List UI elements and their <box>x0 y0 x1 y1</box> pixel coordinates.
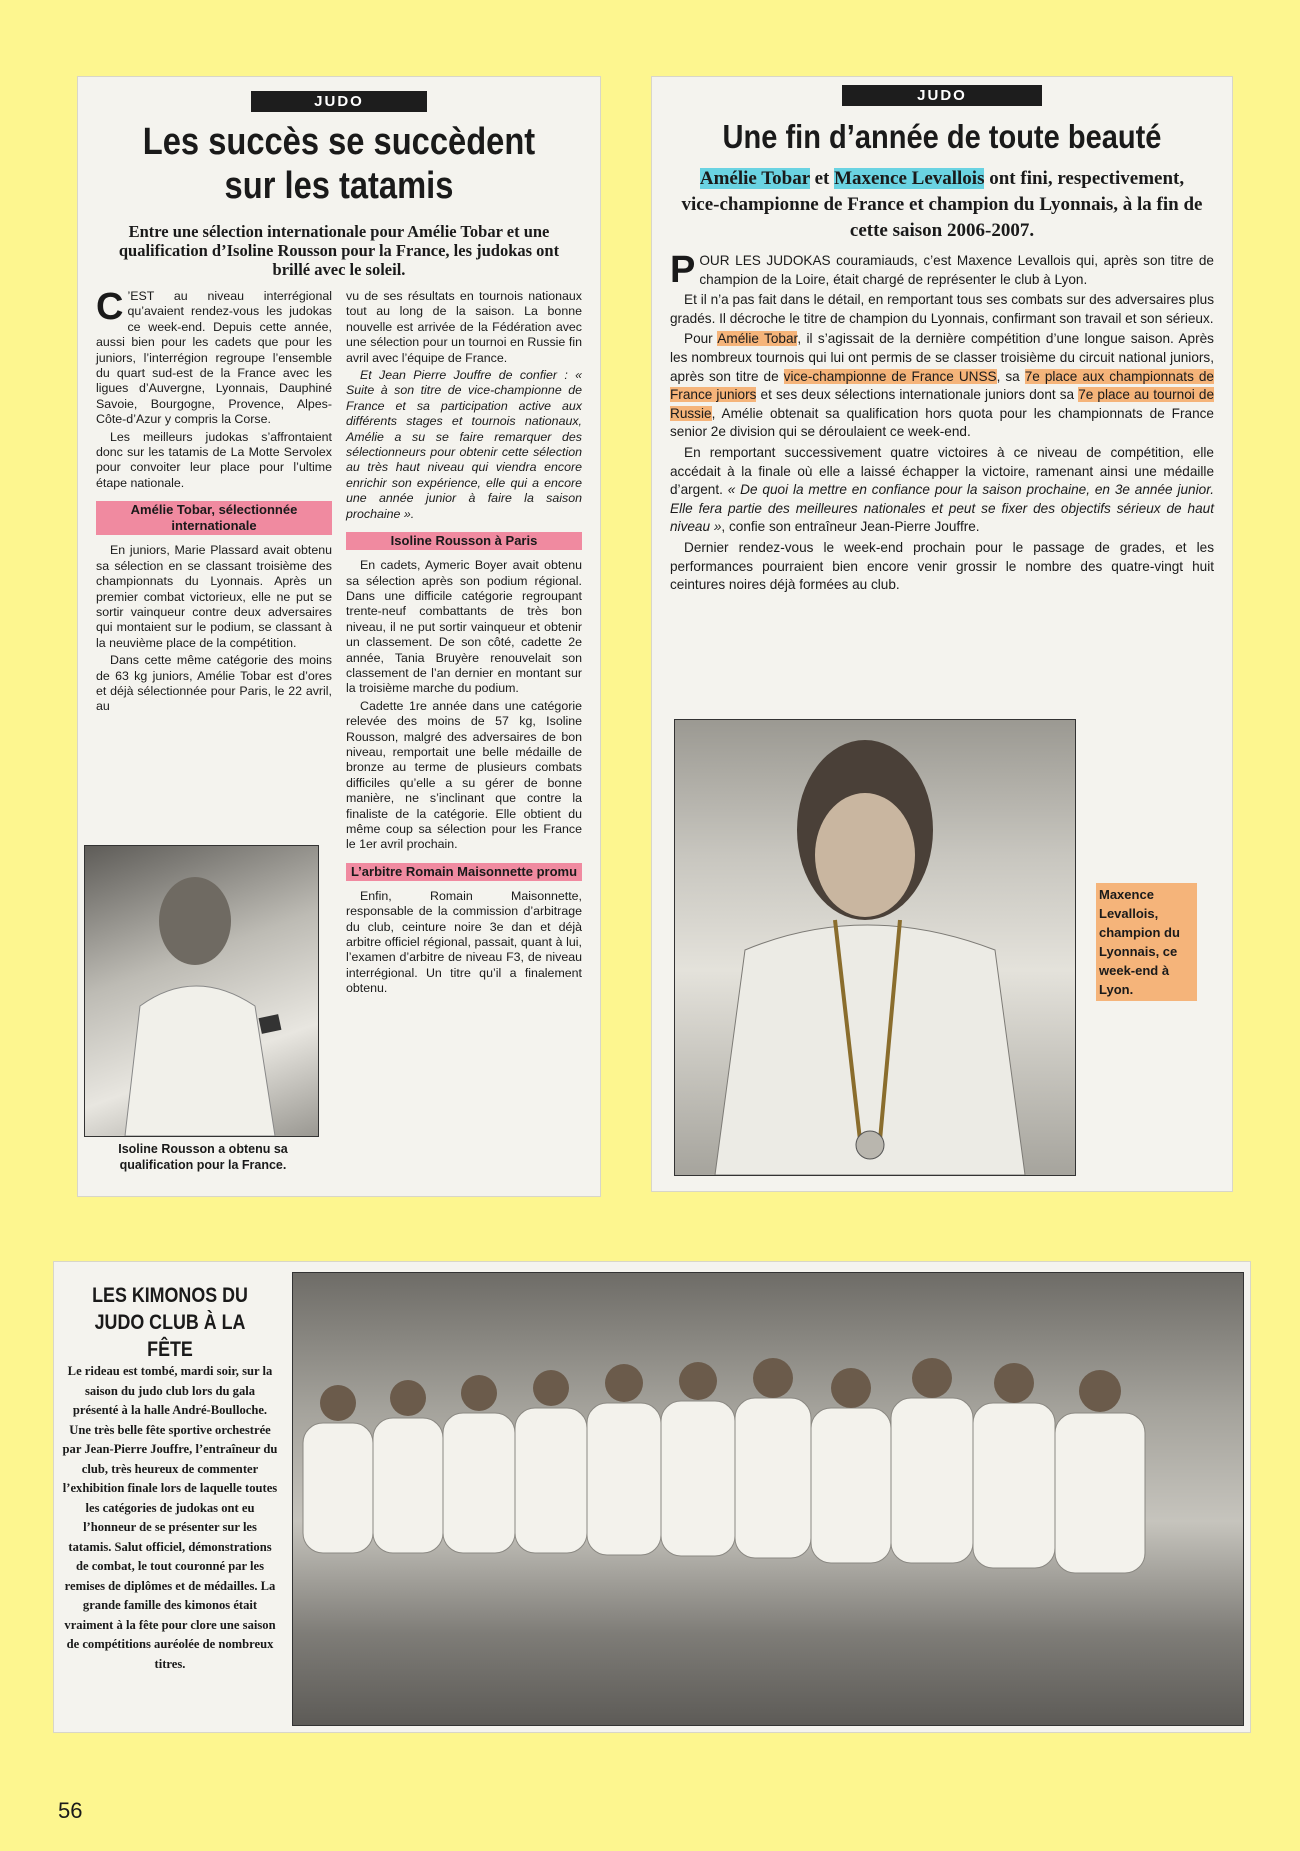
drop-cap: P <box>670 249 696 291</box>
highlight: Amélie Tobar <box>717 331 798 347</box>
text: , confie son entraîneur Jean-Pierre Jouffre. <box>721 519 980 535</box>
article-title: Une fin d’année de toute beauté <box>722 118 1162 155</box>
paragraph: Les meilleurs judokas s’affrontaient donc sur les tatamis de La Motte Servolex pour convoiter leur place pour l’ultime étape nationale. <box>96 429 332 490</box>
text: En remportant successivement quatre victoires à ce niveau de compétition, elle accédait à la finale où elle a laissé échapper la victoire, ramenant ainsi une médaille d’argent. <box>670 444 1214 498</box>
photo-caption: Maxence Levallois, champion du Lyonnais, ce week-end à Lyon. <box>1096 883 1197 1001</box>
highlight-name: Maxence Levallois <box>834 168 985 189</box>
paragraph: Dans cette même catégorie des moins de 63 kg juniors, Amélie Tobar est d’ores et déjà sélectionnée pour Paris, le 22 avril, au <box>96 653 332 714</box>
highlight: 7e place au tournoi de Russie <box>670 387 1215 421</box>
boy-silhouette <box>675 720 1075 1175</box>
group-photo <box>292 1272 1244 1726</box>
quote: « De quoi la mettre en confiance pour la saison prochaine, en 3e année junior. Elle fera partie des meilleures nationales et peut se fixer des objectifs sérieux de haut niveau » <box>670 482 1214 535</box>
text: , il s’agissait de la dernière compétition d’une longue saison. Après les nombreux tournois qui lui ont permis de se classer troisième du circuit national juniors, après son titre de <box>670 331 1214 384</box>
section-tag: JUDO <box>842 85 1042 106</box>
paragraph: Enfin, Romain Maisonnette, responsable de la commission d’arbitrage du club, ceinture noire 3e dan et déjà arbitre officiel régional, passait, quant à lui, l’examen d’arbitre de niveau F3, de niveau interrégional. Un titre qu’il a finalement obtenu. <box>346 888 582 996</box>
judokas-group <box>293 1273 1243 1725</box>
lede-text: ont fini, respectivement, vice-championne de France et champion du Lyonnais, à la fin de cette saison 2006-2007. <box>681 168 1203 241</box>
paragraph: Et il n’a pas fait dans le détail, en remportant tous ses combats sur des adversaires plus gradés. Il décroche le titre de champion du Lyonnais, confirmant son travail et son sérieux. <box>670 292 1214 326</box>
column-2 <box>346 289 582 1159</box>
text: et ses deux sélections internationale juniors dont sa <box>756 387 1079 403</box>
title-line-1: Les succès se succèdent <box>142 121 536 163</box>
left-article <box>78 77 600 1196</box>
article-lede: Entre une sélection internationale pour Amélie Tobar et une qualification d’Isoline Rousson pour la France, les judokas ont brillé avec le soleil. <box>118 222 560 279</box>
paragraph: En cadets, Aymeric Boyer avait obtenu sa sélection après son podium régional. Dans une difficile catégorie regroupant trente-neuf combattants de très bon niveau, il ne put sortir vainqueur et obtenir un classement. De son côté, cadette 2e année, Tania Bruyère renouvelait son classement de l’an dernier en montant sur la troisième marche du podium. <box>346 558 582 696</box>
subheading: Amélie Tobar, sélectionnée internationale <box>96 501 332 535</box>
text: , Amélie obtenait sa qualification hors quota pour les championnats de France senior 2e division qui se déroulaient ce week-end. <box>670 405 1214 440</box>
lede-text: et <box>809 168 835 189</box>
subheading: L’arbitre Romain Maisonnette promu <box>346 863 582 881</box>
paragraph <box>670 249 1214 291</box>
paragraph <box>670 444 1214 537</box>
paragraph <box>670 330 1214 442</box>
highlight: vice-championne de France UNSS <box>783 368 997 384</box>
paragraph: Dernier rendez-vous le week-end prochain pour le passage de grades, et les performances pourraient bien encore venir grossir le nombre des quatre-vingt huit ceintures noires déjà formées au club. <box>670 539 1214 593</box>
drop-cap: C <box>96 286 124 328</box>
article-body <box>670 249 1215 595</box>
bottom-body: Le rideau est tombé, mardi soir, sur la saison du judo club lors du gala présenté à la halle André-Boulloche. Une très belle fête sportive orchestrée par Jean-Pierre Jouffre, l’entraîneur du club, très heureux de commenter l’exhibition finale lors de laquelle toutes les catégories de judokas ont eu l’honneur de se présenter sur les tatamis. Salut officiel, démonstrations de combat, le tout couronné par les remises de diplômes et de médailles. La grande famille des kimonos était vraiment à la fête pour clore une saison de compétitions auréolée de nombreux titres. <box>62 1364 278 1671</box>
text: , sa <box>996 368 1025 384</box>
section-tag: JUDO <box>251 91 427 112</box>
judoka-silhouette <box>85 846 318 1136</box>
right-article <box>652 77 1232 1191</box>
text: Pour <box>684 331 718 347</box>
highlight-name: Amélie Tobar <box>699 168 810 189</box>
paragraph: En juniors, Marie Plassard avait obtenu sa sélection en se classant troisième des championnats du Lyonnais. Après un premier combat victorieux, elle ne put se sortir vainqueur contre deux adversaires qui montaient sur le podium, se classant à la neuvième place de la compétition. <box>96 543 332 650</box>
highlight: 7e place aux championnats de France juniors <box>670 368 1214 403</box>
paragraph: Cadette 1re année dans une catégorie relevée des moins de 57 kg, Isoline Rousson, malgré des adversaires de bon niveau, remportait une belle médaille de bronze au terme de plusieurs combats difficiles qu’elle a su gérer de bonne manière, ne s’inclinant que contre la finaliste de la catégorie. Elle obtient du même coup sa sélection pour les France le 1er avril prochain. <box>346 698 582 852</box>
paragraph-text: ’EST au niveau interrégional qu’avaient rendez-vous les judokas ce week-end. Depuis cette année, aussi bien pour les cadets que pour les juniors, l’interrégion regroupe l’ensemble du quart sud-est de la France avec les ligues d’Auvergne, Lyonnais, Dauphiné Savoie, Bourgogne, Provence, Alpes-Côte-d’Azur y compris la Corse. <box>96 289 332 427</box>
article-lede <box>680 166 1204 244</box>
subheading: Isoline Rousson à Paris <box>346 532 582 550</box>
bottom-title: LES KIMONOS DU JUDO CLUB À LA FÊTE <box>92 1284 248 1361</box>
article-title <box>130 120 548 208</box>
photo-caption: Isoline Rousson a obtenu sa qualification pour la France. <box>118 1142 288 1172</box>
paragraph-text: OUR LES JUDOKAS couramiauds, c’est Maxence Levallois qui, après son titre de champion de la Loire, était chargé de représenter le club à Lyon. <box>699 253 1214 287</box>
bottom-article <box>54 1262 1250 1732</box>
page-number: 56 <box>58 1798 83 1823</box>
judoka-photo <box>84 845 319 1137</box>
paragraph <box>96 286 332 428</box>
paragraph: vu de ses résultats en tournois nationaux tout au long de la saison. La bonne nouvelle est arrivée de la Fédération avec une sélection pour un tournoi en Russie fin avril avec l’équipe de France. <box>346 289 582 365</box>
paragraph: Et Jean Pierre Jouffre de confier : « Suite à son titre de vice-championne de France et sa participation active aux différents stages et tournois nationaux, Amélie a su se faire remarquer des sélectionneurs pour obtenir cette sélection au très haut niveau qui viendra encore enrichir son expérience, elle qui a encore une année junior à faire la saison prochaine ». <box>346 368 582 521</box>
maxence-photo <box>674 719 1076 1176</box>
title-line-2: sur les tatamis <box>224 165 454 207</box>
